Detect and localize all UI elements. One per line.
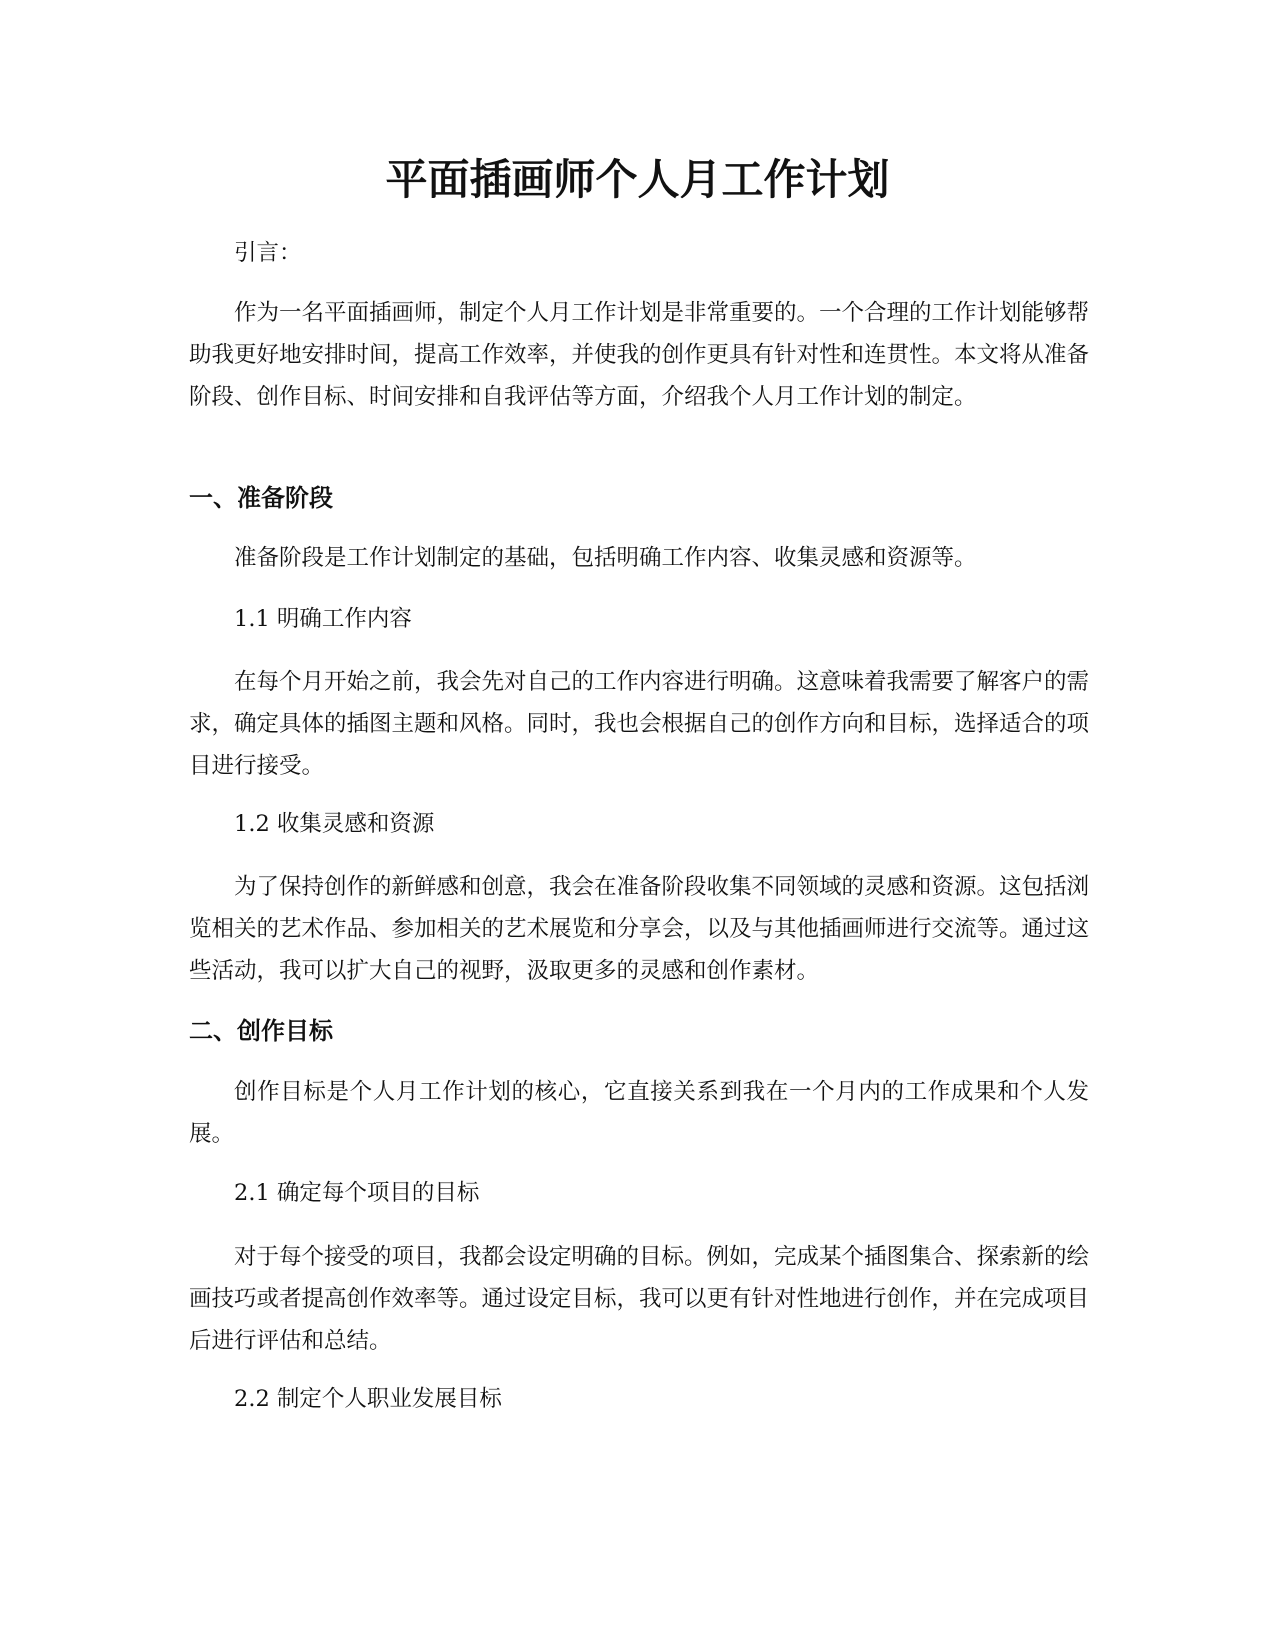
intro-label: 引言： xyxy=(234,240,302,266)
subsection-1-1-title: 1.1 明确工作内容 xyxy=(234,606,412,632)
section-2-intro: 创作目标是个人月工作计划的核心，它直接关系到我在一个月内的工作成果和个人发展。 xyxy=(189,1079,1089,1147)
section-1-intro: 准备阶段是工作计划制定的基础，包括明确工作内容、收集灵感和资源等。 xyxy=(234,545,977,571)
subsection-1-2-title: 1.2 收集灵感和资源 xyxy=(234,811,435,837)
subsection-2-1-body: 对于每个接受的项目，我都会设定明确的目标。例如，完成某个插图集合、探索新的绘画技巧或者提高创作效率等。通过设定目标，我可以更有针对性地进行创作，并在完成项目后进行评估和总结。 xyxy=(189,1244,1090,1354)
section-2-heading: 二、创作目标 xyxy=(189,1017,333,1045)
subsection-2-1-title: 2.1 确定每个项目的目标 xyxy=(234,1180,480,1206)
intro-paragraph: 作为一名平面插画师，制定个人月工作计划是非常重要的。一个合理的工作计划能够帮助我更好地安排时间，提高工作效率，并使我的创作更具有针对性和连贯性。本文将从准备阶段、创作目标、时间安排和自我评估等方面，介绍我个人月工作计划的制定。 xyxy=(189,300,1090,410)
section-1-heading: 一、准备阶段 xyxy=(189,484,333,512)
subsection-1-2-body: 为了保持创作的新鲜感和创意，我会在准备阶段收集不同领域的灵感和资源。这包括浏览相关的艺术作品、参加相关的艺术展览和分享会，以及与其他插画师进行交流等。通过这些活动，我可以扩大自己的视野，汲取更多的灵感和创作素材。 xyxy=(189,874,1090,984)
document-title: 平面插画师个人月工作计划 xyxy=(385,155,890,204)
subsection-1-1-body: 在每个月开始之前，我会先对自己的工作内容进行明确。这意味着我需要了解客户的需求，确定具体的插图主题和风格。同时，我也会根据自己的创作方向和目标，选择适合的项目进行接受。 xyxy=(189,669,1090,779)
subsection-2-2-title: 2.2 制定个人职业发展目标 xyxy=(234,1386,502,1412)
